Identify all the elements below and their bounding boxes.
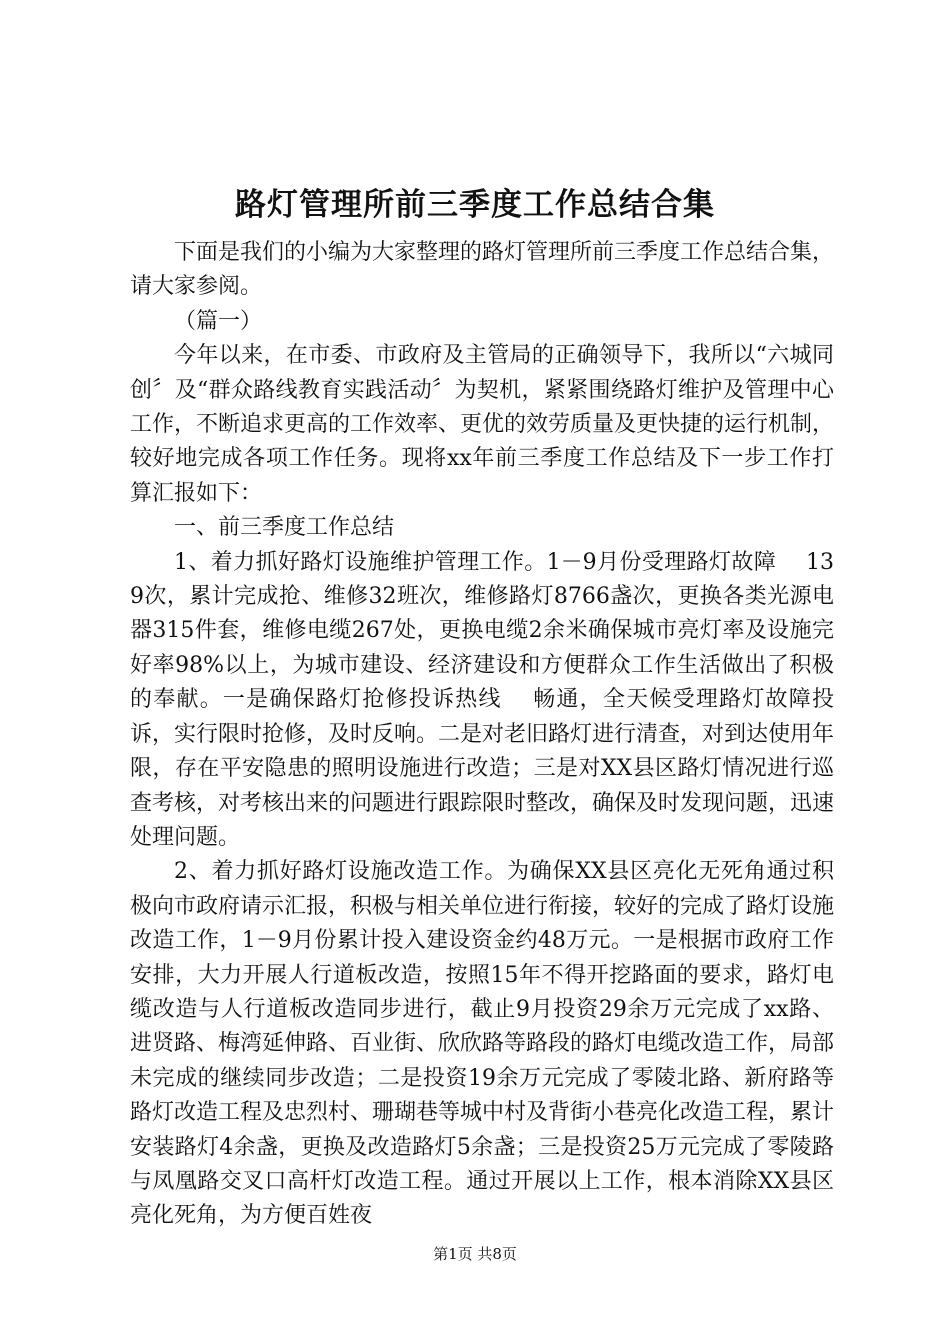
paragraph-section-label: （篇一） xyxy=(174,308,263,334)
document-body xyxy=(130,236,834,1234)
paragraph-renovation: 2、着力抓好路灯设施改造工作。为确保XX县区亮化无死角通过积极向市政府请示汇报，积极与相关单位进行衔接，较好的完成了路灯设施改造工作，1－9月份累计投入建设资金约48万元。一是根据市政府工作安排，大力开展人行道板改造，按照15年不得开挖路面的要求，路灯电缆改造与人行道板改造同步进行，截止9月投资29余万元完成了xx路、进贤路、梅湾延伸路、百业街、欣欣路等路段的路灯电缆改造工作，局部未完成的继续同步改造；二是投资19余万元完成了零陵北路、新府路等路灯改造工程及忠烈村、珊瑚巷等城中村及背街小巷亮化改造工程，累计安装路灯4余盏，更换及改造路灯5余盏；三是投资25万元完成了零陵路与凤凰路交叉口高杆灯改造工程。通过开展以上工作，根本消除XX县区亮化死角，为方便百姓夜 xyxy=(130,859,835,1229)
document-title: 路灯管理所前三季度工作总结合集 xyxy=(235,187,715,223)
paragraph-intro: 下面是我们的小编为大家整理的路灯管理所前三季度工作总结合集，请大家参阅。 xyxy=(130,240,835,300)
paragraph-overview: 今年以来，在市委、市政府及主管局的正确领导下，我所以“六城同创〞及“群众路线教育实践活动〞为契机，紧紧围绕路灯维护及管理中心工作，不断追求更高的工作效率、更优的效劳质量及更快捷的运行机制，较好地完成各项工作任务。现将xx年前三季度工作总结及下一步工作打算汇报如下： xyxy=(130,343,835,506)
paragraph-heading-summary: 一、前三季度工作总结 xyxy=(174,515,395,541)
paragraph-maintenance: 1、着力抓好路灯设施维护管理工作。1－9月份受理路灯故障 139次，累计完成抢、维修32班次，维修路灯8766盏次，更换各类光源电器315件套，维修电缆267处，更换电缆2余米确保城市亮灯率及设施完好率98%以上，为城市建设、经济建设和方便群众工作生活做出了积极的奉献。一是确保路灯抢修投诉热线 畅通，全天候受理路灯故障投诉，实行限时抢修，及时反响。二是对老旧路灯进行清查，对到达使用年限，存在平安隐患的照明设施进行改造；三是对XX县区路灯情况进行巡查考核，对考核出来的问题进行跟踪限时整改，确保及时发现问题，迅速处理问题。 xyxy=(130,549,835,850)
page-footer: 第1页 共8页 xyxy=(433,1245,517,1263)
